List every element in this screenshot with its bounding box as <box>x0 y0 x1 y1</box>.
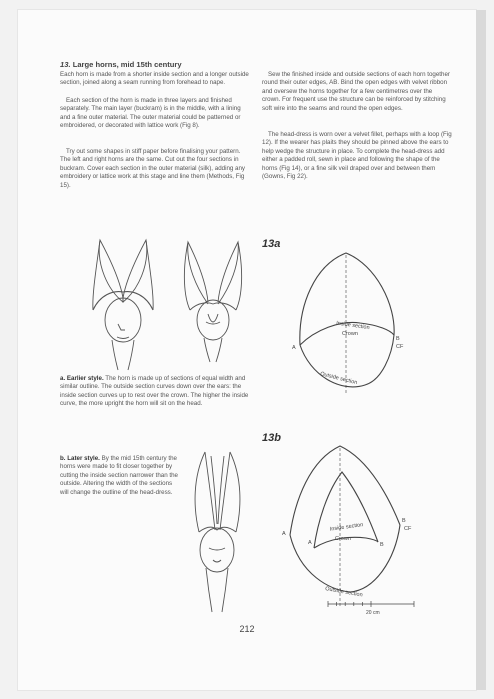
pattern-diagram-13b <box>280 440 430 620</box>
caption-later-style <box>60 455 178 497</box>
fig13b-crown-label: Crown <box>335 536 351 542</box>
right-paragraph-2: The head-dress is worn over a velvet fillet, perhaps with a loop (Fig 12). If the wearer has plaits they should be pinned above the ears to help wedge the structure in place. To complete the head-dress add either a padded roll, sewn in place and following the shape of the horns (Fig 14), or a fine silk veil draped over and between them (Gowns, Fig 22). <box>262 131 452 181</box>
fig13b-point-a-inner: A <box>308 540 312 546</box>
left-paragraph-3: Try out some shapes in stiff paper before finalising your pattern. The left and right horns are the same. Cut out the four sections in buckram. Cover each section in the outer material (silk), adding any embroidery or lattice work at this stage and line them (Methods, Fig 15). <box>60 148 246 189</box>
fig13a-point-a: A <box>292 345 296 351</box>
page-number: 212 <box>239 624 255 634</box>
fig13b-cf: CF <box>404 526 412 532</box>
fig13a-cf: CF <box>396 344 404 350</box>
left-paragraph-1: Each horn is made from a shorter inside section and a longer outside section, joined along a seam running from forehead to nape. <box>60 71 249 87</box>
figure-13a-label: 13a <box>262 238 281 250</box>
fig13a-inside-section-label: Inside section <box>335 320 370 332</box>
fig13b-point-b-outer: B <box>402 518 406 524</box>
left-paragraph-2: Each section of the horn is made in three layers and finished separately. The main layer (buckram) is in the middle, with a lining and a fine outer material. The outer material could be patterned or embroidered, or decorated with lattice work (Fig 8). <box>60 97 241 130</box>
figure-13b-label: 13b <box>262 432 281 444</box>
fig13b-point-a-outer: A <box>282 531 286 537</box>
fig13a-crown-label: Crown <box>342 331 358 337</box>
fig13a-outside-section-label: Outside section <box>319 371 358 387</box>
caption-b-text: By the mid 15th century the horns were made to fit closer together by cutting the inside section narrower than the outside. Altering the width of the sections will change the outline of the head-dress. <box>60 455 178 496</box>
fig13b-outside-section-label: Outside section <box>324 586 364 599</box>
section-number: 13. <box>60 60 71 69</box>
caption-a-text: The horn is made up of sections of equal width and similar outline. The outside section curves down over the ears: the inside section curves up to rest over the crown. The higher the inside curve, the more upright the horn will sit on the head. <box>60 375 249 408</box>
caption-earlier-style <box>60 375 250 409</box>
fig13a-point-b: B <box>396 336 400 342</box>
pattern-diagram-13a <box>280 245 420 405</box>
head-illustration-earlier-1 <box>78 240 168 370</box>
section-title: Large horns, mid 15th century <box>72 60 182 69</box>
fig13b-inside-section-label: Inside section <box>329 522 364 533</box>
head-illustration-earlier-2 <box>168 242 258 362</box>
section-heading <box>60 60 250 69</box>
scroll-strip <box>476 10 486 690</box>
caption-a-label: a. Earlier style. <box>60 375 104 382</box>
caption-b-label: b. Later style. <box>60 455 100 462</box>
right-paragraph-1: Sew the finished inside and outside sections of each horn together round their outer edges, AB. Bind the open edges with velvet ribbon and oversew the horns together for a few centimetres over the crown. For frequent use the structure can be reinforced by stitching soft wire into the seams and round the open edges. <box>262 71 450 112</box>
head-illustration-later <box>175 452 260 612</box>
fig13b-point-b-inner: B <box>380 542 384 548</box>
fig13b-scale-label: 20 cm <box>366 610 380 616</box>
